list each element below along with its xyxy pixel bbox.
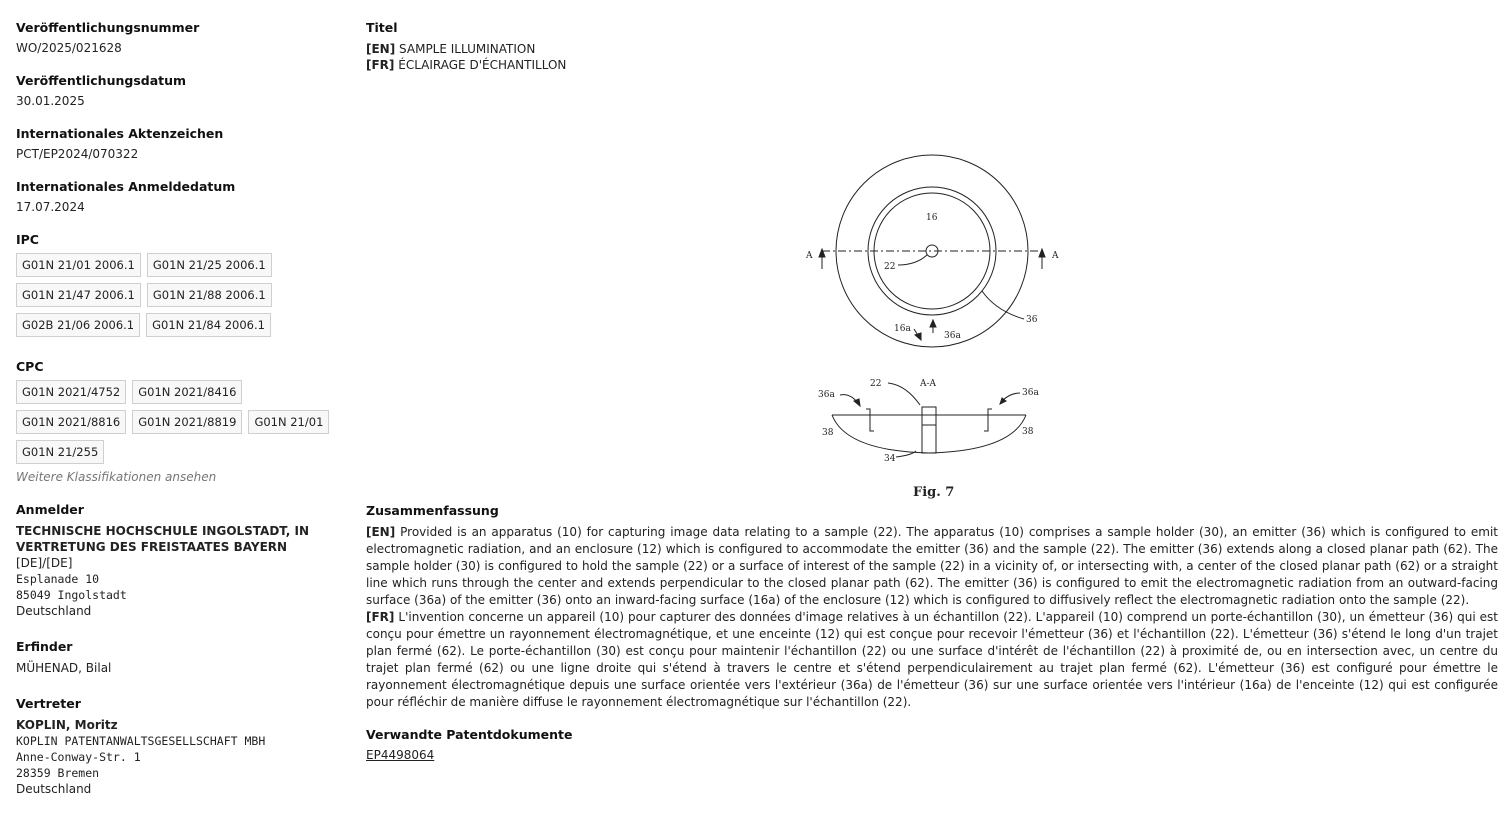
applicant-name: TECHNISCHE HOCHSCHULE INGOLSTADT, IN VERTRETUNG DES FREISTAATES BAYERN (16, 524, 310, 554)
abstract-en-text: Provided is an apparatus (10) for capturing image data relating to a sample (22). The apparatus (10) comprises a sample holder (30), an emitter (36) which is configured to emit electromagnetic radiation, and an enclosure (12) which is configured to accommodate the emitter (36) and the sample (22). The emitter (36) extends along a closed planar path (62). The sample holder (30) is configured to hold the sample (22) or a surface of interest of the sample (22) in a vicinity of, or intersecting with, a center of the closed planar path (62) or a straight line which runs through the center and extends perpendicular to the closed planar path (62). The emitter (36) is configured to emit the electromagnetic radiation from an outward-facing surface (36a) of the emitter (36) onto an inward-facing surface (16a) of the enclosure (12) which is configured to diffusively reflect the electromagnetic radiation onto the sample (22). (366, 525, 1499, 607)
applicant-section (16, 502, 346, 619)
bibliographic-column (16, 20, 346, 817)
cpc-chip[interactable]: G01N 2021/4752 (16, 380, 126, 404)
cpc-chip[interactable]: G01N 21/255 (16, 440, 104, 464)
label-34: 34 (884, 454, 896, 464)
pub-date-label: Veröffentlichungsdatum (16, 73, 187, 88)
applicant-name-line (16, 523, 346, 571)
cpc-chip[interactable]: G01N 2021/8816 (16, 410, 126, 434)
title-en-line (366, 41, 1498, 57)
cpc-chip-list (16, 380, 336, 464)
label-aa: A-A (920, 379, 937, 389)
cpc-label: CPC (16, 359, 44, 374)
agent-firm: KOPLIN PATENTANWALTSGESELLSCHAFT MBH (16, 734, 266, 748)
leader-22-bottom (888, 383, 920, 405)
abstract-en-tag: [EN] (366, 525, 396, 539)
emitter-left (866, 409, 874, 431)
pub-number-label: Veröffentlichungsnummer (16, 20, 200, 35)
inventor-section (16, 639, 346, 676)
more-classifications-link[interactable]: Weitere Klassifikationen ansehen (16, 470, 217, 484)
label-36a-right: 36a (1022, 388, 1039, 398)
ipc-chip[interactable]: G01N 21/47 2006.1 (16, 283, 141, 307)
cpc-chip[interactable]: G01N 2021/8416 (132, 380, 242, 404)
abstract-en (366, 524, 1498, 609)
inventor-name: MÜHENAD, Bilal (16, 661, 112, 675)
ipc-chip[interactable]: G01N 21/88 2006.1 (147, 283, 272, 307)
label-a-right: A (1052, 251, 1059, 261)
drawing-svg (796, 93, 1076, 503)
agent-section (16, 696, 346, 797)
figure-caption: Fig. 7 (913, 485, 955, 500)
label-38-right: 38 (1022, 427, 1034, 437)
related-docs-label: Verwandte Patentdokumente (366, 727, 573, 742)
label-22-bottom: 22 (870, 379, 882, 389)
arrow-36a-head (930, 320, 936, 327)
label-16a: 16a (894, 324, 911, 334)
arrow-16a-head (915, 333, 921, 340)
applicant-street: Esplanade 10 (16, 572, 100, 586)
arrow-36a-right-head (1000, 398, 1006, 404)
label-36a-left: 36a (818, 390, 835, 400)
agent-city: 28359 Bremen (16, 766, 100, 780)
label-36: 36 (1026, 315, 1038, 325)
label-38-left: 38 (822, 428, 834, 438)
agent-label: Vertreter (16, 696, 81, 711)
abstract-fr (366, 609, 1498, 711)
cpc-chip[interactable]: G01N 2021/8819 (132, 410, 242, 434)
abstract-fr-tag: [FR] (366, 610, 395, 624)
label-16: 16 (926, 213, 938, 223)
cpc-chip[interactable]: G01N 21/01 (248, 410, 329, 434)
abstract-body (366, 524, 1498, 711)
arrow-right-head (1039, 249, 1045, 257)
label-22-top: 22 (884, 262, 896, 272)
ipc-chip[interactable]: G01N 21/01 2006.1 (16, 253, 141, 277)
patent-drawing (366, 73, 1498, 503)
applicant-countries: [DE]/[DE] (16, 556, 73, 570)
label-36a-top: 36a (944, 331, 961, 341)
title-en-tag: [EN] (366, 42, 396, 56)
applicant-city: 85049 Ingolstadt (16, 588, 127, 602)
related-doc-link[interactable]: EP4498064 (366, 748, 435, 762)
abstract-label: Zusammenfassung (366, 503, 499, 518)
emitter-right (984, 409, 992, 431)
pub-number-value: WO/2025/021628 (16, 41, 122, 55)
ipc-chip[interactable]: G02B 21/06 2006.1 (16, 313, 140, 337)
content-column (366, 20, 1498, 762)
arrow-left-head (819, 249, 825, 257)
ipc-chip[interactable]: G01N 21/84 2006.1 (146, 313, 271, 337)
title-fr-line (366, 57, 1498, 73)
title-fr-tag: [FR] (366, 58, 395, 72)
title-label: Titel (366, 20, 398, 35)
agent-name: KOPLIN, Moritz (16, 718, 118, 732)
filing-date-label: Internationales Anmeldedatum (16, 179, 236, 194)
section-sample-holder (922, 407, 936, 453)
ipc-chip[interactable]: G01N 21/25 2006.1 (147, 253, 272, 277)
app-number-value: PCT/EP2024/070322 (16, 147, 139, 161)
agent-country: Deutschland (16, 782, 92, 796)
title-en: SAMPLE ILLUMINATION (399, 42, 536, 56)
agent-street: Anne-Conway-Str. 1 (16, 750, 141, 764)
section-bowl (832, 415, 1026, 453)
inventor-label: Erfinder (16, 639, 73, 654)
leader-22-top (898, 255, 927, 265)
pub-date-value: 30.01.2025 (16, 94, 85, 108)
filing-date-value: 17.07.2024 (16, 200, 85, 214)
abstract-fr-text: L'invention concerne un appareil (10) pour capturer des données d'image relatives à un échantillon (22). L'appareil (10) comprend un porte-échantillon (30), un émetteur (36) qui est conçu pour émettre un rayonnement électromagnétique, et une enceinte (12) qui est conçue pour recevoir l'émetteur (36) et l'échantillon (22). L'émetteur (36) s'étend le long d'un trajet plan fermé (62). Le porte-échantillon (30) est conçu pour maintenir l'échantillon (22) ou une surface d'intérêt de l'échantillon (22) à proximité de, ou en intersection avec, un centre du trajet plan fermé (62) ou une ligne droite qui s'étend à travers le centre et s'étend perpendiculairement au trajet plan fermé (62). L'émetteur (36) est configuré pour émettre le rayonnement électromagnétique depuis une surface orientée vers l'extérieur (36a) de l'émetteur (36) sur une surface orientée vers l'intérieur (16a) de l'enceinte (12) qui est configurée pour réfléchir de manière diffuse le rayonnement électromagnétique sur l'échantillon (22). (366, 610, 1498, 709)
title-fr: ÉCLAIRAGE D'ÉCHANTILLON (398, 58, 567, 72)
label-a-left: A (806, 251, 813, 261)
applicant-country: Deutschland (16, 604, 92, 618)
app-number-label: Internationales Aktenzeichen (16, 126, 224, 141)
ipc-chip-list (16, 253, 336, 337)
applicant-label: Anmelder (16, 502, 84, 517)
ipc-label: IPC (16, 232, 39, 247)
